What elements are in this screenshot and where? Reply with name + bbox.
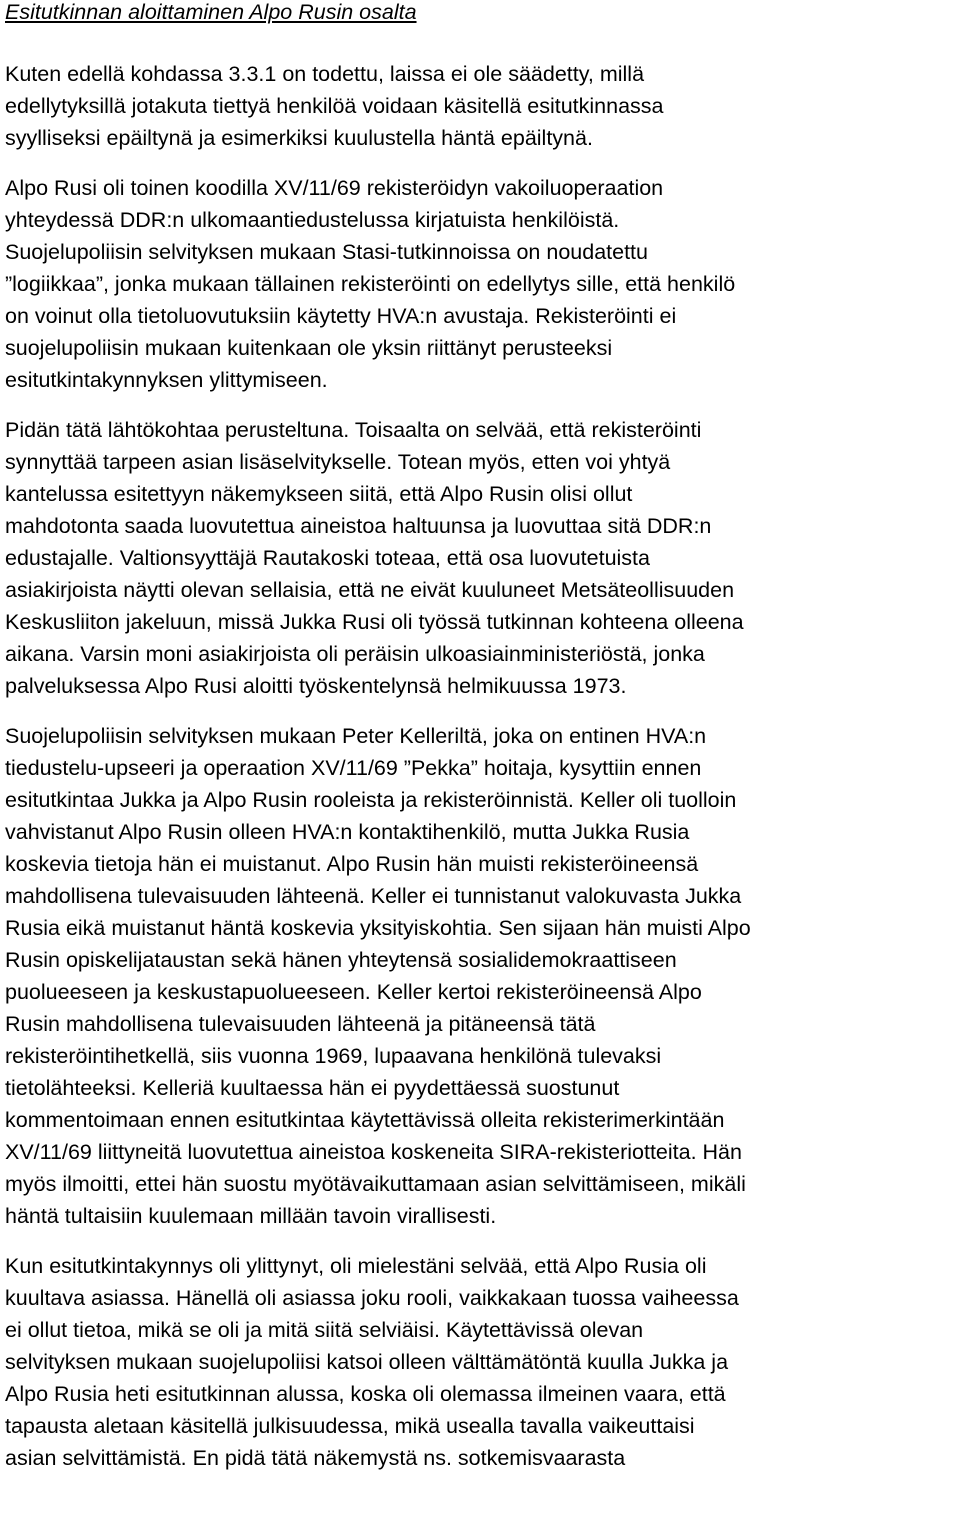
text-line: Kuten edellä kohdassa 3.3.1 on todettu, laissa ei ole säädetty, millä: [5, 62, 645, 86]
text-line: on voinut olla tietoluovutuksiin käytetty HVA:n avustaja. Rekisteröinti ei: [5, 304, 677, 328]
text-line: kuultava asiassa. Hänellä oli asiassa joku rooli, vaikkakaan tuossa vaiheessa: [5, 1286, 739, 1310]
text-line: Alpo Rusia heti esitutkinnan alussa, koska oli olemassa ilmeinen vaara, että: [5, 1382, 726, 1406]
text-line: kantelussa esitettyyn näkemykseen siitä, että Alpo Rusin olisi ollut: [5, 482, 633, 506]
text-line: esitutkintaa Jukka ja Alpo Rusin rooleista ja rekisteröinnistä. Keller oli tuolloin: [5, 788, 737, 812]
text-line: Keskusliiton jakeluun, missä Jukka Rusi oli työssä tutkinnan kohteena olleena: [5, 610, 744, 634]
text-line: puolueeseen ja keskustapuolueeseen. Keller kertoi rekisteröineensä Alpo: [5, 980, 702, 1004]
text-line: syylliseksi epäiltynä ja esimerkiksi kuulustella häntä epäiltynä.: [5, 126, 593, 150]
text-line: ”logiikkaa”, jonka mukaan tällainen rekisteröinti on edellytys sille, että henkilö: [5, 272, 736, 296]
text-line: ei ollut tietoa, mikä se oli ja mitä siitä selviäisi. Käytettävissä olevan: [5, 1318, 644, 1342]
text-line: asian selvittämistä. En pidä tätä näkemystä ns. sotkemisvaarasta: [5, 1446, 626, 1470]
text-line: suojelupoliisin mukaan kuitenkaan ole yksin riittänyt perusteeksi: [5, 336, 613, 360]
text-line: häntä tultaisiin kuulemaan millään tavoin virallisesti.: [5, 1204, 497, 1228]
paragraph: [5, 720, 958, 1232]
text-line: tietolähteeksi. Kelleriä kuultaessa hän ei pyydettäessä suostunut: [5, 1076, 620, 1100]
paragraph: [5, 172, 958, 396]
text-line: rekisteröintihetkellä, siis vuonna 1969, lupaavana henkilönä tulevaksi: [5, 1044, 662, 1068]
paragraph: [5, 414, 958, 702]
text-line: esitutkintakynnyksen ylittymiseen.: [5, 368, 328, 392]
text-line: koskevia tietoja hän ei muistanut. Alpo Rusin hän muisti rekisteröineensä: [5, 852, 699, 876]
text-line: myös ilmoitti, ettei hän suostu myötävaikuttamaan asian selvittämiseen, mikäli: [5, 1172, 746, 1196]
text-line: selvityksen mukaan suojelupoliisi katsoi olleen välttämätöntä kuulla Jukka ja: [5, 1350, 729, 1374]
text-line: kommentoimaan ennen esitutkintaa käytettävissä olleita rekisterimerkintään: [5, 1108, 725, 1132]
text-line: asiakirjoista näytti olevan sellaisia, että ne eivät kuuluneet Metsäteollisuuden: [5, 578, 735, 602]
section-heading: Esitutkinnan aloittaminen Alpo Rusin osalta: [5, 0, 417, 24]
text-line: Suojelupoliisin selvityksen mukaan Stasi-tutkinnoissa on noudatettu: [5, 240, 648, 264]
text-line: synnyttää tarpeen asian lisäselvitykselle. Totean myös, etten voi yhtyä: [5, 450, 671, 474]
document-page: [5, 0, 958, 1474]
text-line: Rusia eikä muistanut häntä koskevia yksityiskohtia. Sen sijaan hän muisti Alpo: [5, 916, 751, 940]
text-line: aikana. Varsin moni asiakirjoista oli peräisin ulkoasiainministeriöstä, jonka: [5, 642, 705, 666]
text-line: Rusin mahdollisena tulevaisuuden lähteenä ja pitäneensä tätä: [5, 1012, 596, 1036]
document-body: [5, 58, 958, 1474]
text-line: Suojelupoliisin selvityksen mukaan Peter Kelleriltä, joka on entinen HVA:n: [5, 724, 707, 748]
text-line: XV/11/69 liittyneitä luovutettua aineistoa koskeneita SIRA-rekisteriotteita. Hän: [5, 1140, 742, 1164]
text-line: mahdollisena tulevaisuuden lähteenä. Keller ei tunnistanut valokuvasta Jukka: [5, 884, 742, 908]
paragraph: [5, 1250, 958, 1474]
paragraph: [5, 58, 958, 154]
text-line: mahdotonta saada luovutettua aineistoa haltuunsa ja luovuttaa sitä DDR:n: [5, 514, 712, 538]
text-line: edellytyksillä jotakuta tiettyä henkilöä voidaan käsitellä esitutkinnassa: [5, 94, 664, 118]
text-line: palveluksessa Alpo Rusi aloitti työskentelynsä helmikuussa 1973.: [5, 674, 627, 698]
text-line: Pidän tätä lähtökohtaa perusteltuna. Toisaalta on selvää, että rekisteröinti: [5, 418, 702, 442]
text-line: edustajalle. Valtionsyyttäjä Rautakoski toteaa, että osa luovutetuista: [5, 546, 650, 570]
text-line: Rusin opiskelijataustan sekä hänen yhteytensä sosialidemokraattiseen: [5, 948, 677, 972]
text-line: Alpo Rusi oli toinen koodilla XV/11/69 rekisteröidyn vakoiluoperaation: [5, 176, 664, 200]
text-line: vahvistanut Alpo Rusin olleen HVA:n kontaktihenkilö, mutta Jukka Rusia: [5, 820, 690, 844]
text-line: yhteydessä DDR:n ulkomaantiedustelussa kirjatuista henkilöistä.: [5, 208, 620, 232]
text-line: Kun esitutkintakynnys oli ylittynyt, oli mielestäni selvää, että Alpo Rusia oli: [5, 1254, 707, 1278]
text-line: tiedustelu-upseeri ja operaation XV/11/69 ”Pekka” hoitaja, kysyttiin ennen: [5, 756, 702, 780]
text-line: tapausta aletaan käsitellä julkisuudessa, mikä usealla tavalla vaikeuttaisi: [5, 1414, 695, 1438]
